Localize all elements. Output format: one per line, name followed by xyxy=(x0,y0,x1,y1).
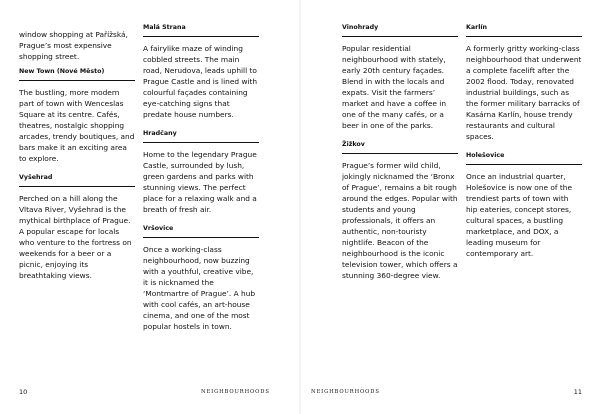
section-heading: Vinohrady xyxy=(342,24,458,37)
section-text: Popular residential neighbourhood with stately, early 20th century façades. Blend in with the locals and expats. Visit the farmers’ market and have a coffee in one of the many cafés, or a beer in one of the parks. xyxy=(342,44,447,130)
section-text: Once an industrial quarter, Holešovice is now one of the trendiest parts of town with hip eateries, concept stores, cultural spaces, a bustling marketplace, and DOX, a leading museum for contemporary art. xyxy=(466,172,572,258)
left-page-number: 10 xyxy=(19,388,28,396)
section-heading: Vršovice xyxy=(143,225,259,238)
section-heading: Hradčany xyxy=(143,130,259,143)
section-text: Home to the legendary Prague Castle, surrounded by lush, green gardens and parks with stunning views. The perfect place for a relaxing walk and a breath of fresh air. xyxy=(143,150,257,214)
book-gutter xyxy=(299,0,301,414)
section-text: The bustling, more modern part of town with Wenceslas Square at its centre. Cafés, theatres, nostalgic shopping arcades, trendy boutiques, and bars make it an exciting area to explore. xyxy=(19,88,135,163)
section-text: Prague’s former wild child, jokingly nicknamed the ‘Bronx of Prague’, remains a bit rough around the edges. Popular with students and young professionals, it offers an authentic, non-touristy nightlife. Beacon of the neighbourhood is the iconic television tower, which offers a stunning 360-degree view. xyxy=(342,161,458,280)
section-text: A formerly gritty working-class neighbourhood that underwent a complete facelift after the 2002 flood. Today, renovated industrial buildings, such as the former military barracks of Kasárna Karlín, house trendy restaurants and cultural spaces. xyxy=(466,44,582,141)
section-heading: Holešovice xyxy=(466,152,582,165)
section-text: Perched on a hill along the Vltava River, Vyšehrad is the mythical birthplace of Prague. A popular escape for locals who venture to the fortress on weekends for a beer or a picnic, enjoying its breathtaking views. xyxy=(19,194,132,280)
section-text: A fairylike maze of winding cobbled streets. The main road, Nerudova, leads uphill to Prague Castle and is lined with colourful façades containing eye-catching signs that predate house numbers. xyxy=(143,44,258,119)
right-page-column-1 xyxy=(342,24,458,291)
right-page-column-2 xyxy=(466,24,582,269)
section-heading: Žižkov xyxy=(342,141,458,154)
section-heading: New Town (Nové Město) xyxy=(19,68,135,81)
left-page-column-1 xyxy=(19,29,135,291)
left-page-column-2 xyxy=(143,24,259,342)
left-running-head: NEIGHBOURHOODS xyxy=(201,389,270,395)
section-heading: Malá Strana xyxy=(143,24,259,37)
section-text: Once a working-class neighbourhood, now buzzing with a youthful, creative vibe, it is nicknamed the ‘Montmartre of Prague’. A hub with cool cafés, an art-house cinema, and one of the most popular hostels in town. xyxy=(143,245,256,331)
right-running-head: NEIGHBOURHOODS xyxy=(311,389,380,395)
section-heading: Karlín xyxy=(466,24,582,37)
intro-continuation: window shopping at Pařížská, Prague’s most expensive shopping street. xyxy=(19,30,128,61)
section-heading: Vyšehrad xyxy=(19,174,135,187)
right-page-number: 11 xyxy=(573,388,582,396)
